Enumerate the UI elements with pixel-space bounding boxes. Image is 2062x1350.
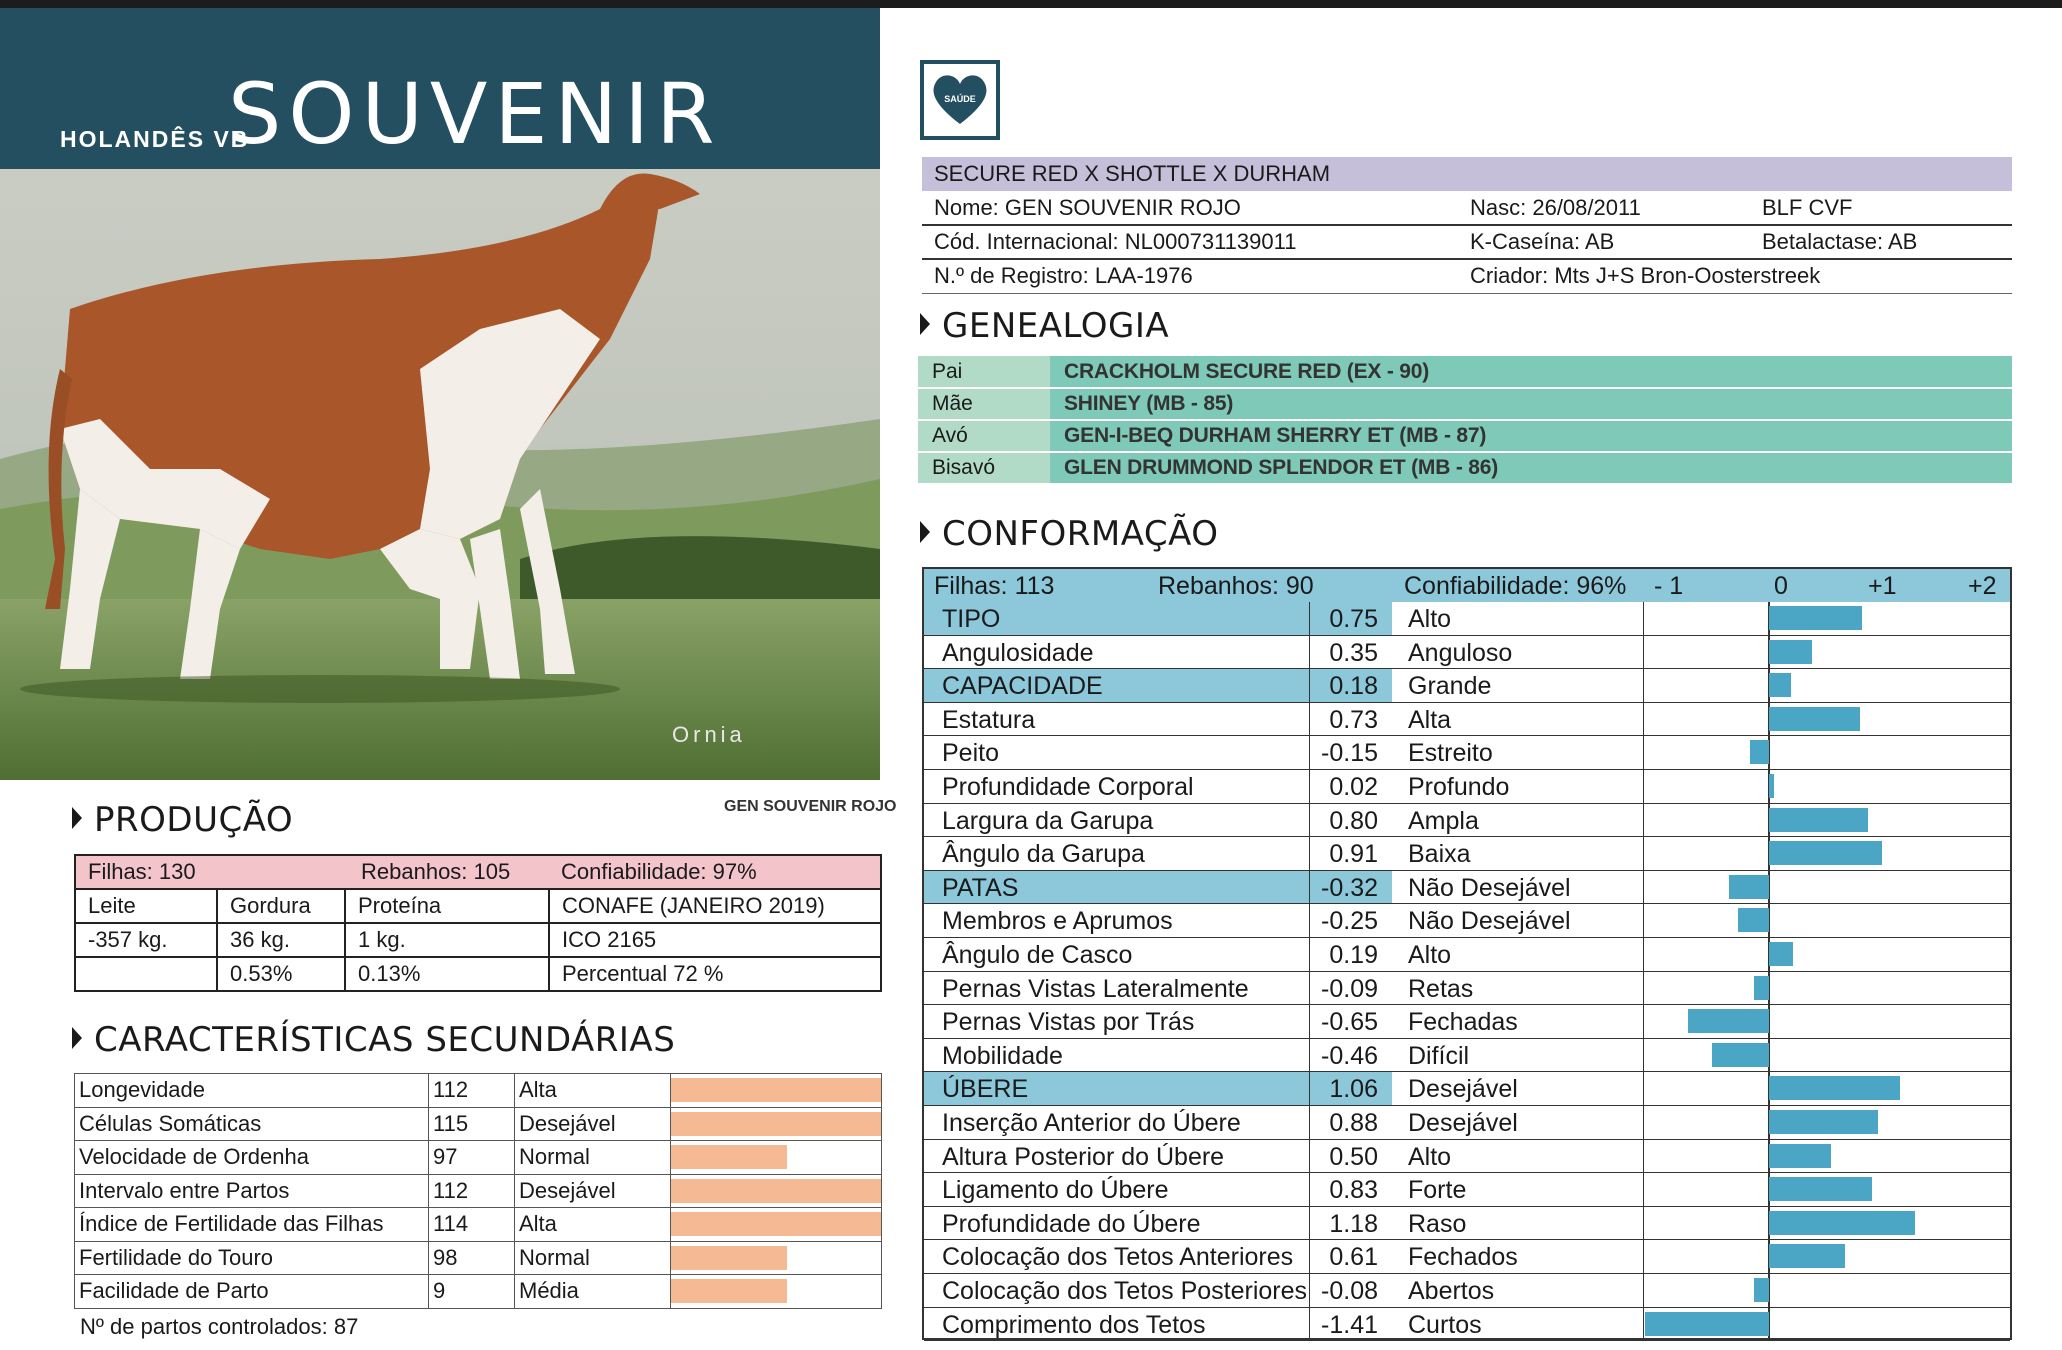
secundaria-desc: Normal — [515, 1241, 671, 1275]
conformacao-trait: Pernas Vistas Lateralmente — [924, 972, 1310, 1005]
value-leite: -357 kg. — [75, 923, 217, 957]
conformacao-row — [924, 972, 2010, 1006]
producao-percent-row — [75, 957, 881, 991]
secundaria-desc: Desejável — [515, 1107, 671, 1141]
genealogia-label: Bisavó — [918, 452, 1050, 484]
scale-plus1: +1 — [1868, 572, 1897, 600]
conformacao-row — [924, 804, 2010, 838]
secundaria-value: 9 — [429, 1275, 515, 1309]
percent-gordura: 0.53% — [217, 957, 345, 991]
conformacao-bar — [1738, 908, 1769, 932]
producao-cols-row — [75, 889, 881, 923]
conformacao-bar — [1712, 1043, 1769, 1067]
secundaria-row — [75, 1208, 882, 1242]
conf-filhas: Filhas: 113 — [934, 572, 1055, 600]
pedigree-registro: N.º de Registro: LAA-1976 — [922, 259, 1458, 293]
conformacao-bar — [1769, 1177, 1872, 1201]
conformacao-row — [924, 1039, 2010, 1073]
pedigree-nasc: Nasc: 26/08/2011 — [1458, 191, 1750, 225]
conformacao-trait: Colocação dos Tetos Posteriores — [924, 1274, 1310, 1307]
breed-label: HOLANDÊS VB — [60, 126, 250, 152]
conformacao-bar — [1769, 942, 1793, 966]
pedigree-betalactase: Betalactase: AB — [1750, 225, 2012, 259]
conformacao-desc: Alto — [1392, 1140, 1644, 1173]
conformacao-trait: Membros e Aprumos — [924, 904, 1310, 937]
conformacao-desc: Abertos — [1392, 1274, 1644, 1307]
secundaria-bar-cell — [671, 1208, 882, 1242]
conformacao-value: -0.25 — [1321, 907, 1378, 936]
conformacao-desc: Ampla — [1392, 804, 1644, 837]
genealogia-row — [918, 356, 2012, 388]
pedigree-cod-int: Cód. Internacional: NL000731139011 — [922, 225, 1458, 259]
conformacao-bar — [1769, 808, 1868, 832]
bull-name: SOUVENIR — [228, 65, 722, 163]
partos-controlados: Nº de partos controlados: 87 — [80, 1314, 359, 1339]
secundaria-bar — [671, 1279, 787, 1303]
conformacao-desc: Baixa — [1392, 837, 1644, 870]
scale-zero: 0 — [1774, 572, 1788, 600]
percent-leite — [75, 957, 217, 991]
genealogia-row — [918, 388, 2012, 420]
pedigree-cross: SECURE RED X SHOTTLE X DURHAM — [922, 157, 2012, 191]
conf-confiabilidade: Confiabilidade: 96% — [1404, 572, 1627, 600]
conformacao-row — [924, 1140, 2010, 1174]
conformacao-bar — [1769, 841, 1882, 865]
triangle-icon — [920, 313, 930, 335]
conformacao-trait: Comprimento dos Tetos — [924, 1308, 1310, 1341]
conformacao-bar — [1729, 875, 1769, 899]
secundaria-bar — [671, 1212, 881, 1236]
value-proteina: 1 kg. — [345, 923, 549, 957]
secundaria-desc: Normal — [515, 1141, 671, 1175]
conformacao-trait: Mobilidade — [924, 1039, 1310, 1072]
conformacao-bar — [1769, 774, 1774, 798]
conformacao-row — [924, 1274, 2010, 1308]
conformacao-value: 0.02 — [1329, 773, 1378, 801]
secundaria-bar — [671, 1112, 881, 1136]
secundaria-value: 114 — [429, 1208, 515, 1242]
genealogia-value: GLEN DRUMMOND SPLENDOR ET (MB - 86) — [1050, 452, 2012, 484]
bull-photo — [0, 169, 880, 780]
conformacao-trait: Largura da Garupa — [924, 804, 1310, 837]
conformacao-desc: Alto — [1392, 602, 1644, 635]
conformacao-desc: Alta — [1392, 703, 1644, 736]
genealogia-heading: GENEALOGIA — [920, 306, 1169, 346]
producao-table — [74, 854, 882, 992]
scale-plus2: +2 — [1968, 572, 1997, 600]
conformacao-bar — [1645, 1312, 1769, 1336]
secundaria-name: Índice de Fertilidade das Filhas — [75, 1208, 429, 1242]
secundaria-bar — [671, 1078, 881, 1102]
conf-rebanhos: Rebanhos: 90 — [1158, 572, 1314, 600]
secundaria-name: Facilidade de Parto — [75, 1275, 429, 1309]
genealogia-row — [918, 452, 2012, 484]
conformacao-desc: Difícil — [1392, 1039, 1644, 1072]
heart-icon — [924, 64, 996, 136]
conformacao-trait: Profundidade do Úbere — [924, 1207, 1310, 1240]
conformacao-value: 0.75 — [1310, 602, 1392, 635]
conformacao-trait: Ligamento do Úbere — [924, 1173, 1310, 1206]
secundaria-desc: Alta — [515, 1208, 671, 1242]
conformacao-desc: Fechadas — [1392, 1005, 1644, 1038]
pedigree-info — [922, 157, 2012, 294]
conformacao-trait: Angulosidade — [924, 636, 1310, 669]
secundaria-row — [75, 1141, 882, 1175]
pedigree-codes: BLF CVF — [1750, 191, 2012, 225]
genealogia-value: GEN-I-BEQ DURHAM SHERRY ET (MB - 87) — [1050, 420, 2012, 452]
conformacao-value: 0.18 — [1310, 669, 1392, 702]
genealogia-value: CRACKHOLM SECURE RED (EX - 90) — [1050, 356, 2012, 388]
conformacao-row — [924, 602, 2010, 636]
conformacao-value: 0.80 — [1329, 806, 1378, 835]
conformacao-desc: Estreito — [1392, 736, 1644, 769]
genealogia-row — [918, 420, 2012, 452]
conformacao-desc: Grande — [1392, 669, 1644, 702]
conformacao-row — [924, 1072, 2010, 1106]
photo-caption: GEN SOUVENIR ROJO — [724, 798, 897, 815]
secundaria-row — [75, 1074, 882, 1108]
conformacao-value: 0.83 — [1329, 1176, 1378, 1205]
conformacao-value: 0.50 — [1329, 1142, 1378, 1171]
conformacao-row — [924, 1173, 2010, 1207]
producao-rebanhos: Rebanhos: 105 — [345, 855, 549, 889]
photo-watermark: Ornia — [672, 722, 746, 747]
conformacao-trait: Pernas Vistas por Trás — [924, 1005, 1310, 1038]
pedigree-criador: Criador: Mts J+S Bron-Oosterstreek — [1458, 259, 2012, 293]
secundaria-bar-cell — [671, 1174, 882, 1208]
secundaria-value: 97 — [429, 1141, 515, 1175]
conformacao-trait: Peito — [924, 736, 1310, 769]
conformacao-value: 1.18 — [1329, 1209, 1378, 1238]
percentual: Percentual 72 % — [549, 957, 881, 991]
conformacao-trait: Estatura — [924, 703, 1310, 736]
conformacao-trait: Ângulo de Casco — [924, 938, 1310, 971]
conformacao-row — [924, 1308, 2010, 1342]
conformacao-desc: Alto — [1392, 938, 1644, 971]
conformacao-bar — [1769, 640, 1812, 664]
conformacao-value: 0.91 — [1329, 840, 1378, 869]
secundaria-value: 115 — [429, 1107, 515, 1141]
conformacao-value: -0.32 — [1310, 871, 1392, 904]
secundaria-desc: Média — [515, 1275, 671, 1309]
top-border — [0, 0, 2062, 8]
health-badge-text: SAÚDE — [944, 94, 976, 104]
secundaria-value: 98 — [429, 1241, 515, 1275]
secundaria-row — [75, 1275, 882, 1309]
col-leite: Leite — [75, 889, 217, 923]
pedigree-row-3 — [922, 259, 2012, 293]
secundaria-bar-cell — [671, 1107, 882, 1141]
secundaria-bar — [671, 1246, 787, 1270]
conformacao-value: -1.41 — [1321, 1310, 1378, 1339]
pedigree-nome: Nome: GEN SOUVENIR ROJO — [922, 191, 1458, 225]
secundaria-value: 112 — [429, 1174, 515, 1208]
secundaria-row — [75, 1107, 882, 1141]
conformacao-row — [924, 736, 2010, 770]
secundaria-row — [75, 1174, 882, 1208]
conformacao-header — [924, 569, 2010, 602]
producao-confiabilidade: Confiabilidade: 97% — [549, 855, 881, 889]
genealogia-label: Mãe — [918, 388, 1050, 420]
secundaria-bar — [671, 1145, 787, 1169]
conformacao-desc: Profundo — [1392, 770, 1644, 803]
conformacao-bar — [1750, 740, 1769, 764]
secundaria-bar-cell — [671, 1141, 882, 1175]
secundarias-heading: CARACTERÍSTICAS SECUNDÁRIAS — [72, 1020, 675, 1060]
conformacao-row — [924, 871, 2010, 905]
triangle-icon — [920, 521, 930, 543]
conformacao-bar — [1769, 606, 1862, 630]
conformacao-desc: Forte — [1392, 1173, 1644, 1206]
conformacao-row — [924, 837, 2010, 871]
conformacao-value: -0.08 — [1321, 1277, 1378, 1305]
conformacao-bar — [1754, 976, 1769, 1000]
conformacao-bar — [1688, 1009, 1769, 1033]
secundaria-desc: Alta — [515, 1074, 671, 1108]
conformacao-desc: Desejável — [1392, 1106, 1644, 1139]
pedigree-kcaseina: K-Caseína: AB — [1458, 225, 1750, 259]
conformacao-row — [924, 904, 2010, 938]
secundaria-bar-cell — [671, 1275, 882, 1309]
secundaria-name: Longevidade — [75, 1074, 429, 1108]
secundaria-bar-cell — [671, 1074, 882, 1108]
conformacao-table — [922, 567, 2012, 1340]
conformacao-desc: Retas — [1392, 972, 1644, 1005]
secundaria-bar — [671, 1179, 881, 1203]
conformacao-trait: TIPO — [924, 602, 1310, 635]
secundaria-name: Fertilidade do Touro — [75, 1241, 429, 1275]
conformacao-bar — [1769, 1211, 1915, 1235]
secundaria-name: Intervalo entre Partos — [75, 1174, 429, 1208]
conformacao-bar — [1769, 707, 1860, 731]
conformacao-trait: CAPACIDADE — [924, 669, 1310, 702]
conformacao-desc: Não Desejável — [1392, 904, 1644, 937]
scale-minus1: - 1 — [1654, 572, 1684, 600]
producao-values-row — [75, 923, 881, 957]
genealogia-table — [918, 356, 2012, 485]
conformacao-row — [924, 669, 2010, 703]
conformacao-value: -0.09 — [1321, 974, 1378, 1003]
conformacao-bar — [1754, 1278, 1769, 1302]
secundaria-value: 112 — [429, 1074, 515, 1108]
triangle-icon — [72, 807, 82, 829]
value-gordura: 36 kg. — [217, 923, 345, 957]
conformacao-bar — [1769, 1144, 1831, 1168]
triangle-icon — [72, 1027, 82, 1049]
conformacao-value: 0.61 — [1329, 1243, 1378, 1272]
secundaria-row — [75, 1241, 882, 1275]
conformacao-bar — [1769, 673, 1791, 697]
pedigree-row-1 — [922, 191, 2012, 225]
col-gordura: Gordura — [217, 889, 345, 923]
conformacao-row — [924, 1005, 2010, 1039]
conformacao-desc: Não Desejável — [1392, 871, 1644, 904]
conformacao-value: 0.73 — [1329, 705, 1378, 734]
genealogia-label: Avó — [918, 420, 1050, 452]
conformacao-trait: ÚBERE — [924, 1072, 1310, 1105]
conformacao-desc: Desejável — [1392, 1072, 1644, 1105]
conformacao-row — [924, 1240, 2010, 1274]
col-conafe: CONAFE (JANEIRO 2019) — [549, 889, 881, 923]
conformacao-value: 0.35 — [1329, 638, 1378, 667]
conformacao-bar — [1769, 1244, 1845, 1268]
health-badge — [920, 60, 1000, 140]
pedigree-row-2 — [922, 225, 2012, 259]
producao-header-row — [75, 855, 881, 889]
conformacao-value: 1.06 — [1310, 1072, 1392, 1105]
secundarias-table — [74, 1073, 882, 1309]
conformacao-trait: Inserção Anterior do Úbere — [924, 1106, 1310, 1139]
genealogia-label: Pai — [918, 356, 1050, 388]
genealogia-value: SHINEY (MB - 85) — [1050, 388, 2012, 420]
conformacao-trait: Colocação dos Tetos Anteriores — [924, 1240, 1310, 1273]
conformacao-value: -0.15 — [1321, 739, 1378, 768]
conformacao-row — [924, 1106, 2010, 1140]
secundaria-name: Células Somáticas — [75, 1107, 429, 1141]
percent-proteina: 0.13% — [345, 957, 549, 991]
conformacao-trait: Altura Posterior do Úbere — [924, 1140, 1310, 1173]
conformacao-bar — [1769, 1076, 1900, 1100]
secundaria-name: Velocidade de Ordenha — [75, 1141, 429, 1175]
conformacao-row — [924, 938, 2010, 972]
conformacao-value: -0.65 — [1321, 1008, 1378, 1037]
secundaria-bar-cell — [671, 1241, 882, 1275]
col-proteina: Proteína — [345, 889, 549, 923]
conformacao-desc: Curtos — [1392, 1308, 1644, 1341]
conformacao-trait: PATAS — [924, 871, 1310, 904]
conformacao-desc: Anguloso — [1392, 636, 1644, 669]
conformacao-row — [924, 1207, 2010, 1241]
conformacao-trait: Ângulo da Garupa — [924, 837, 1310, 870]
conformacao-value: 0.88 — [1329, 1109, 1378, 1137]
value-ico: ICO 2165 — [549, 923, 881, 957]
conformacao-desc: Fechados — [1392, 1240, 1644, 1273]
conformacao-row — [924, 703, 2010, 737]
conformacao-value: -0.46 — [1321, 1041, 1378, 1070]
conformacao-row — [924, 636, 2010, 670]
conformacao-value: 0.19 — [1329, 941, 1378, 969]
conformacao-row — [924, 770, 2010, 804]
conformacao-heading: CONFORMAÇÃO — [920, 514, 1219, 554]
conformacao-bar — [1769, 1110, 1878, 1134]
secundaria-desc: Desejável — [515, 1174, 671, 1208]
conformacao-desc: Raso — [1392, 1207, 1644, 1240]
producao-filhas: Filhas: 130 — [75, 855, 345, 889]
conformacao-trait: Profundidade Corporal — [924, 770, 1310, 803]
producao-heading: PRODUÇÃO — [72, 800, 293, 840]
